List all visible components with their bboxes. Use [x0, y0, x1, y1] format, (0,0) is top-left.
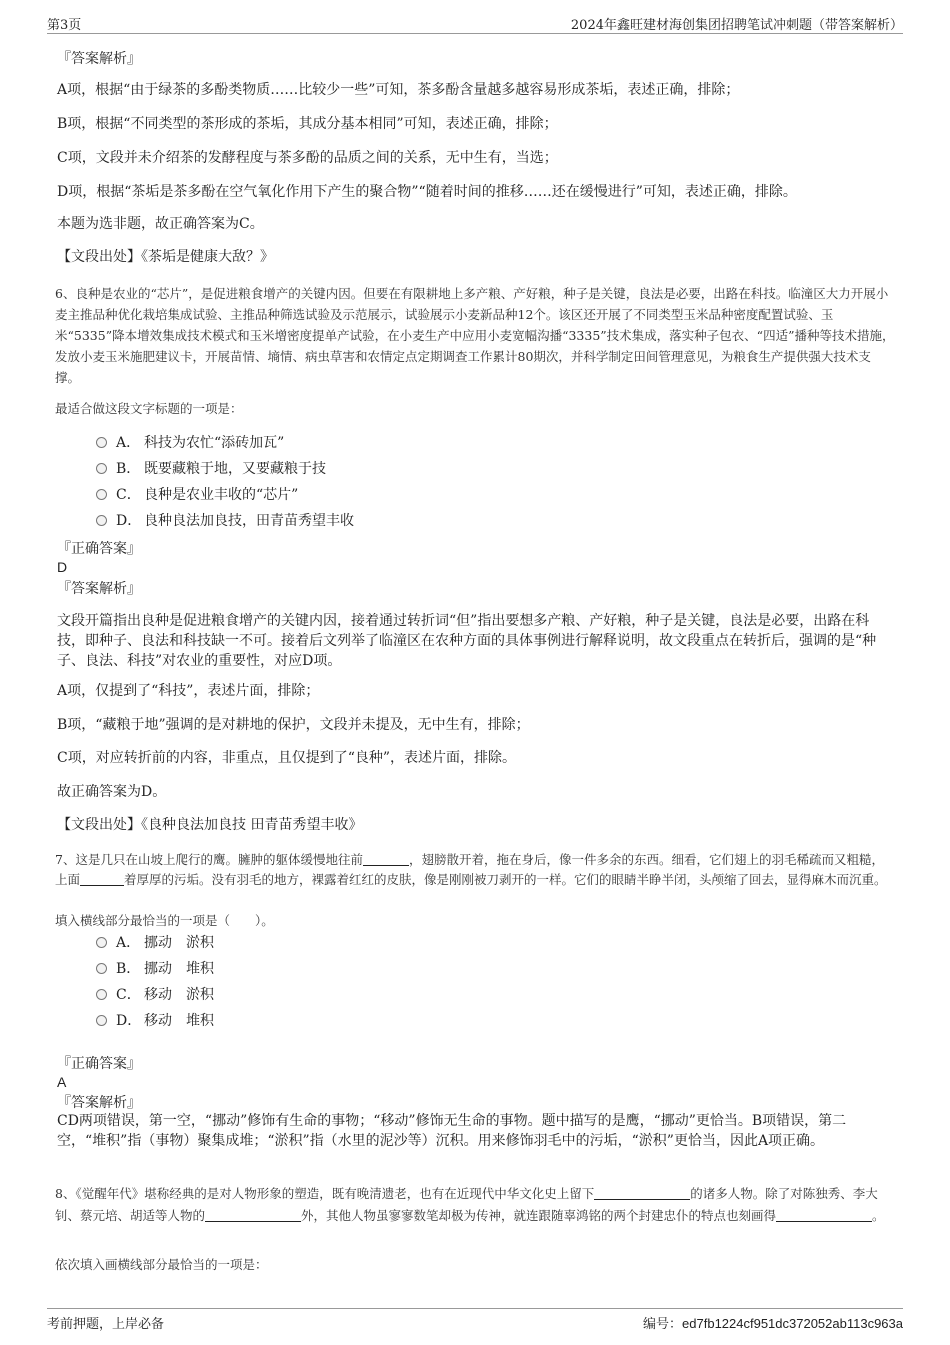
- q8-blank-2: [205, 1207, 301, 1222]
- page-number: 第3页: [47, 18, 82, 33]
- q8-stem-part-2: 的诸多人物。除了对陈独秀、李大钊、蔡元培、胡适等人物的: [55, 1186, 878, 1223]
- q8-stem-part-4: 。: [872, 1208, 885, 1223]
- option-text: 科技为农忙“添砖加瓦”: [144, 435, 285, 451]
- radio-icon[interactable]: [96, 437, 107, 448]
- option-key: D．: [116, 513, 142, 529]
- q8-stem-part-3: 外，其他人物虽寥寥数笔却极为传神，就连跟随辜鸿铭的两个封建忠仆的特点也刻画得: [301, 1208, 777, 1223]
- q6-option-d[interactable]: [96, 511, 354, 531]
- radio-icon[interactable]: [96, 937, 107, 948]
- option-text: 挪动 淤积: [144, 935, 214, 951]
- q8-stem: [55, 1183, 895, 1227]
- q7-option-d[interactable]: [96, 1011, 214, 1031]
- q7-answer-label: 『正确答案』: [57, 1056, 141, 1072]
- option-key: B．: [116, 961, 141, 977]
- q5-conclusion: 本题为选非题，故正确答案为C。: [57, 216, 264, 232]
- radio-icon[interactable]: [96, 489, 107, 500]
- q7-blank-1: [363, 851, 409, 866]
- q7-answer: A: [57, 1074, 67, 1090]
- q7-stem: [55, 850, 895, 890]
- q6-analysis: 文段开篇指出良种是促进粮食增产的关键内因，接着通过转折词“但”指出要想多产粮、产好粮，种子是关键，良法是必要，出路在科技，即种子、良法和科技缺一不可。接着后文列举了临潼区在农种方面的具体事例进行解释说明，故文段重点在转折后，强调的是“种子、良法、科技”对农业的重要性，对应D项。: [57, 613, 877, 669]
- q7-analysis-label: 『答案解析』: [57, 1095, 141, 1111]
- q7-stem-part-3: 着厚厚的污垢。没有羽毛的地方，裸露着红红的皮肤，像是刚刚被刀剥开的一样。它们的眼睛半睁半闭，头颅缩了回去，显得麻木而沉重。: [124, 872, 887, 887]
- q8-stem-part-1: 8、《觉醒年代》堪称经典的是对人物形象的塑造，既有晚清遗老，也有在近现代中华文化史上留下: [55, 1186, 595, 1201]
- radio-icon[interactable]: [96, 963, 107, 974]
- q7-option-c[interactable]: [96, 985, 214, 1005]
- radio-icon[interactable]: [96, 989, 107, 1000]
- page-footer: [47, 1313, 903, 1332]
- q5-analysis-label: 『答案解析』: [57, 51, 141, 67]
- document-code: 编号：ed7fb1224cf951dc372052ab113c963a: [643, 1316, 903, 1331]
- option-key: A．: [116, 935, 141, 951]
- q7-stem-part-1: 7、这是几只在山坡上爬行的鹰。臃肿的躯体缓慢地往前: [55, 852, 363, 867]
- q7-option-a[interactable]: [96, 933, 214, 953]
- q5-source: 【文段出处】《茶垢是健康大敌？》: [57, 249, 274, 265]
- option-key: C．: [116, 987, 141, 1003]
- header-divider: [47, 33, 903, 34]
- q6-analysis-c: C项，对应转折前的内容，非重点，且仅提到了“良种”，表述片面，排除。: [57, 750, 517, 766]
- q5-analysis-b: B项，根据“不同类型的茶形成的茶垢，其成分基本相同”可知，表述正确，排除；: [57, 116, 558, 132]
- option-text: 挪动 堆积: [144, 961, 214, 977]
- footer-slogan: 考前押题，上岸必备: [47, 1317, 165, 1332]
- option-text: 良种是农业丰收的“芯片”: [144, 487, 299, 503]
- q6-option-b[interactable]: [96, 459, 326, 479]
- q5-analysis-a: A项，根据“由于绿茶的多酚类物质……比较少一些”可知，茶多酚含量越多越容易形成茶垢，表述正确，排除；: [57, 82, 740, 98]
- q7-analysis: CD两项错误，第一空，“挪动”修饰有生命的事物；“移动”修饰无生命的事物。题中描写的是鹰，“挪动”更恰当。B项错误，第二空，“堆积”指（事物）聚集成堆；“淤积”指（水里的泥沙等）沉积。用来修饰羽毛中的污垢，“淤积”更恰当，因此A项正确。: [57, 1113, 847, 1149]
- page-header: [47, 14, 903, 34]
- radio-icon[interactable]: [96, 1015, 107, 1026]
- option-text: 良种良法加良技，田青苗秀望丰收: [144, 513, 354, 529]
- option-text: 既要藏粮于地，又要藏粮于技: [144, 461, 326, 477]
- document-title: 2024年鑫旺建材海创集团招聘笔试冲刺题（带答案解析）: [570, 18, 903, 33]
- q8-blank-1: [594, 1185, 690, 1200]
- q7-blank-2: [80, 871, 124, 886]
- q6-analysis-label: 『答案解析』: [57, 581, 141, 597]
- q6-conclusion: 故正确答案为D。: [57, 784, 167, 800]
- q6-analysis-b: B项，“藏粮于地”强调的是对耕地的保护，文段并未提及，无中生有，排除；: [57, 717, 530, 733]
- option-key: D．: [116, 1013, 142, 1029]
- q6-option-a[interactable]: [96, 433, 284, 453]
- q6-answer: D: [57, 559, 68, 575]
- option-key: B．: [116, 461, 141, 477]
- q6-analysis-a: A项，仅提到了“科技”，表述片面，排除；: [57, 683, 320, 699]
- footer-divider: [47, 1308, 903, 1309]
- q6-option-c[interactable]: [96, 485, 298, 505]
- q6-source: 【文段出处】《良种良法加良技 田青苗秀望丰收》: [57, 817, 363, 833]
- q7-option-b[interactable]: [96, 959, 214, 979]
- q5-analysis-d: D项，根据“茶垢是茶多酚在空气氧化作用下产生的聚合物”“随着时间的推移……还在缓慢进行”可知，表述正确，排除。: [57, 184, 797, 200]
- option-key: C．: [116, 487, 141, 503]
- q8-question: 依次填入画横线部分最恰当的一项是：: [55, 1257, 268, 1272]
- q6-stem: 6、良种是农业的“芯片”，是促进粮食增产的关键内因。但要在有限耕地上多产粮、产好粮，种子是关键，良法是必要，出路在科技。临潼区大力开展小麦主推品种优化栽培集成试验、主推品种筛选试验及示范展示，试验展示小麦新品种12个。该区还开展了不同类型玉米品种密度配置试验、玉米“5335”降本增效集成技术模式和玉米增密度提单产试验，在小麦生产中应用小麦宽幅沟播“3335”技术集成，落实种子包衣、“四适”播种等技术措施，发放小麦玉米施肥建议卡，开展苗情、墒情、病虫草害和农情定点定期调查工作累计80期次，并科学制定田间管理意见，为粮食生产提供强大技术支撑。: [55, 286, 895, 385]
- radio-icon[interactable]: [96, 515, 107, 526]
- q6-question: 最适合做这段文字标题的一项是：: [55, 401, 243, 416]
- q5-analysis-c: C项，文段并未介绍茶的发酵程度与茶多酚的品质之间的关系，无中生有，当选；: [57, 150, 558, 166]
- q7-question: 填入横线部分最恰当的一项是（ ）。: [55, 913, 274, 928]
- q6-answer-label: 『正确答案』: [57, 541, 141, 557]
- q8-blank-3: [776, 1207, 872, 1222]
- option-text: 移动 堆积: [144, 1013, 214, 1029]
- radio-icon[interactable]: [96, 463, 107, 474]
- option-key: A．: [116, 435, 141, 451]
- q7-stem-part-2: ，翅膀散开着，拖在身后，像一件多余的东西。细看，它们翅上的羽毛稀疏而又粗糙，上面: [55, 852, 884, 887]
- option-text: 移动 淤积: [144, 987, 214, 1003]
